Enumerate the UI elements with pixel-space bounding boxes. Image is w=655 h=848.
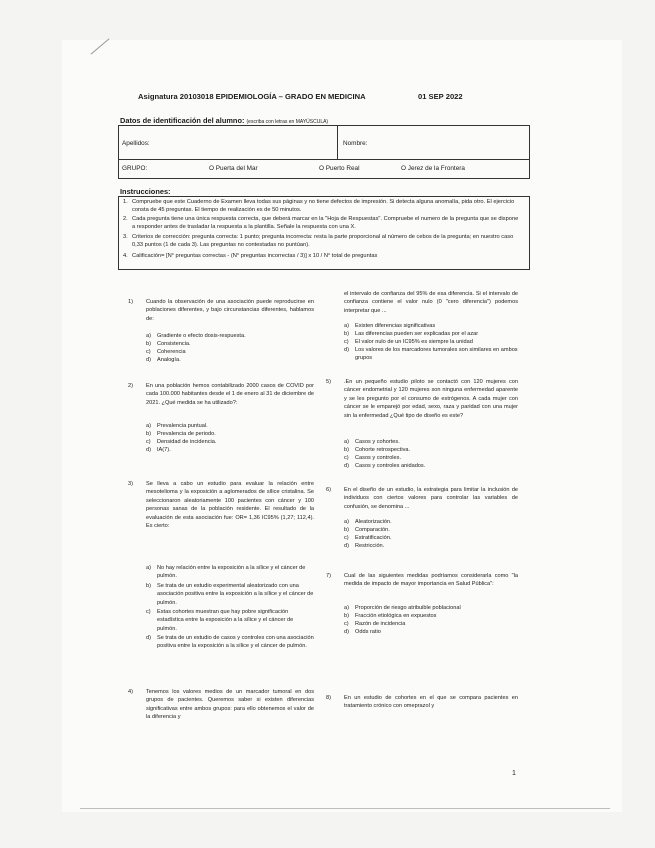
option-text: Consistencia. <box>157 341 191 347</box>
option-text: Restricción. <box>355 543 385 549</box>
option-text: No hay relación entre la exposición a la sílice y el cáncer de pulmón. <box>157 565 306 580</box>
option-letter: b) <box>146 431 151 437</box>
option-letter: c) <box>146 349 151 355</box>
question-number: 5) <box>326 379 331 385</box>
question-number: 7) <box>326 573 331 579</box>
identification-note: (escriba con letras en MAYÚSCULA) <box>246 119 329 125</box>
option-text: Aleatorización. <box>355 519 392 525</box>
option-text: Prevalencia de periodo. <box>157 431 216 437</box>
option-letter: a) <box>344 605 349 611</box>
group-label: GRUPO: <box>122 165 148 172</box>
exam-date: 01 SEP 2022 <box>418 92 463 101</box>
instruction-number: 1. <box>123 199 128 205</box>
option-text: Existen diferencias significativas <box>355 323 436 329</box>
instruction-number: 3. <box>123 234 128 240</box>
option-text: Comparación. <box>355 527 390 533</box>
identification-title-text: Datos de identificación del alumno: <box>120 116 245 125</box>
option-letter: b) <box>344 447 349 453</box>
question-number: 8) <box>326 695 331 701</box>
option-text: Proporción de riesgo atribuible poblacional <box>355 605 461 611</box>
option-text: IA(7). <box>157 447 171 453</box>
identification-title <box>120 116 328 125</box>
question-text: Cuando la observación de una asociación puede reproducirse en poblaciones diferentes, y bajo circunstancias diferentes, hablamos de: <box>146 299 314 322</box>
question-number: 6) <box>326 487 331 493</box>
option-letter: c) <box>344 621 349 627</box>
option-text: Se trata de un estudio experimental aleatorizado con una asociación positiva entre la exposición a la sílice y el cáncer de pulmón. <box>157 583 314 606</box>
option-letter: c) <box>344 339 349 345</box>
option-letter: c) <box>344 455 349 461</box>
identification-box <box>118 125 530 179</box>
option-text: Razón de incidencia <box>355 621 406 627</box>
option-text: Estas cohortes muestran que hay pobre significación estadística entre la exposición a la sílice y el cáncer de pulmón. <box>157 609 294 632</box>
question-text: En una población hemos contabilizado 2000 casos de COVID por cada 100.000 habitantes desde el 1 de enero al 31 de diciembre de 2021. ¿Qué medida se ha utilizado?: <box>146 383 314 406</box>
option-text: Cohorte retrospectiva. <box>355 447 411 453</box>
question-number: 2) <box>128 383 133 389</box>
question-text: En el diseño de un estudio, la estrategia para limitar la inclusión de individuos con ciertos valores para controlar las variables de confusión, se denomina ... <box>344 487 518 510</box>
option-letter: c) <box>146 439 151 445</box>
question-text: el intervalo de confianza del 95% de esa diferencia. Si el intervalo de confianza contiene el valor nulo (0 "cero diferencia") podemos interpretar que ... <box>344 291 518 314</box>
question-number: 3) <box>128 481 133 487</box>
option-text: Estratificación. <box>355 535 392 541</box>
instruction-number: 2. <box>123 216 128 222</box>
option-text: Casos y cohortes. <box>355 439 400 445</box>
surname-field[interactable]: Apellidos: <box>122 140 150 147</box>
option-letter: b) <box>344 527 349 533</box>
option-letter: c) <box>344 535 349 541</box>
option-text: Gradiente o efecto dosis-respuesta. <box>157 333 246 339</box>
page-edge <box>80 808 610 809</box>
question-text: En un estudio de cohortes en el que se compara pacientes en tratamiento crónico con omeprazol y <box>344 695 518 710</box>
option-text: Odds ratio <box>355 629 381 635</box>
option-letter: d) <box>344 543 349 549</box>
name-separator <box>337 126 338 159</box>
option-letter: d) <box>146 447 151 453</box>
option-text: El valor nulo de un IC95% es siempre la unidad <box>355 339 473 345</box>
instruction-text: Cada pregunta tiene una única respuesta correcta, que deberá marcar en la "Hoja de Respuestas". Compruebe el numero de la pregunta que se dispone a responder antes de trasladar la respuesta a la plantilla. Señale la respuesta con una X. <box>132 216 519 230</box>
option-letter: a) <box>146 565 151 571</box>
option-letter: b) <box>344 331 349 337</box>
option-text: Casos y controles. <box>355 455 402 461</box>
instruction-number: 4. <box>123 253 128 259</box>
option-letter: a) <box>146 333 151 339</box>
question-number: 4) <box>128 689 133 695</box>
question-number: 1) <box>128 299 133 305</box>
option-text: Las diferencias pueden ser explicadas por el azar <box>355 331 479 337</box>
option-text: Casos y controles anidados. <box>355 463 426 469</box>
option-letter: d) <box>146 357 151 363</box>
course-title: Asignatura 20103018 EPIDEMIOLOGÍA – GRADO EN MEDICINA <box>138 92 366 101</box>
question-text: Se lleva a cabo un estudio para evaluar la relación entre mesotelioma y la exposición a aglomerados de sílice cristalina. Se seleccionaron aleatoriamente 100 pacientes con cáncer y 100 personas sanas de la población residente. El resultado de la evaluación de esta asociación fue: OR= 1,36 IC95% (1,27; 112,4). Es cierto: <box>146 481 314 530</box>
instruction-text: Calificación= [N° preguntas correctas - (N° preguntas incorrectas / 3)] x 10 / N° total de preguntas <box>132 253 378 259</box>
option-letter: d) <box>344 347 349 353</box>
option-letter: d) <box>146 635 151 641</box>
option-letter: a) <box>344 519 349 525</box>
option-letter: b) <box>344 613 349 619</box>
option-text: Prevalencia puntual. <box>157 423 208 429</box>
option-letter: b) <box>146 341 151 347</box>
option-text: Densidad de incidencia. <box>157 439 217 445</box>
option-letter: d) <box>344 463 349 469</box>
option-letter: d) <box>344 629 349 635</box>
group-option-jerez[interactable]: O Jerez de la Frontera <box>401 165 465 172</box>
option-text: Coherencia <box>157 349 186 355</box>
name-field[interactable]: Nombre: <box>343 140 368 147</box>
group-option-puerto-real[interactable]: O Puerto Real <box>319 165 360 172</box>
instruction-text: Compruebe que este Cuaderno de Examen lleva todas sus páginas y no tiene defectos de impresión. Si detecta alguna anomalía, pida otro. El ejercicio consta de 45 preguntas. El tiempo de realización es de 50 minutos. <box>132 199 515 213</box>
option-letter: a) <box>344 439 349 445</box>
question-text: .En un pequeño estudio piloto se contactó con 120 mujeres con cáncer endometrial y 120 mujeres son ninguna enfermedad aparente y se les pregunto por el consumo de estrógenos. A cada mujer con cáncer se le emparejó por edad, sexo, raza y paridad con una mujer sin la enfermedad ¿Qué tipo de diseño es este? <box>344 379 518 419</box>
page-number: 1 <box>512 770 516 777</box>
option-letter: b) <box>146 583 151 589</box>
group-option-puerta-del-mar[interactable]: O Puerta del Mar <box>209 165 258 172</box>
instructions-box <box>118 196 530 270</box>
option-letter: a) <box>344 323 349 329</box>
option-text: Se trata de un estudio de casos y controles con una asociación positiva entre la exposición a la sílice y el cáncer de pulmón. <box>157 635 314 650</box>
instructions-title: Instrucciones: <box>120 187 171 196</box>
name-row <box>119 126 529 160</box>
instruction-text: Criterios de corrección: pregunta correcta: 1 punto; pregunta incorrecta: resta la parte proporcional al número de cebos de la pregunta; en nuestro caso 0,33 puntos (1 de cada 3). Las preguntas no contestadas no puntúan). <box>132 234 514 248</box>
question-text: Cual de las siguientes medidas podríamos considerarla como "la medida de impacto de mayor importancia en Salud Pública": <box>344 573 518 588</box>
option-letter: c) <box>146 609 151 615</box>
option-text: Analogía. <box>157 357 181 363</box>
question-text: Tenemos los valores medios de un marcador tumoral en dos grupos de pacientes. Queremos saber si existen diferencias significativas entre ambos grupos: para ello obtenemos el valor de la diferencia y <box>146 689 314 721</box>
option-text: Fracción etiológica en expuestos <box>355 613 437 619</box>
option-letter: a) <box>146 423 151 429</box>
option-text: Los valores de los marcadores tumorales son similares en ambos grupos <box>355 347 518 362</box>
